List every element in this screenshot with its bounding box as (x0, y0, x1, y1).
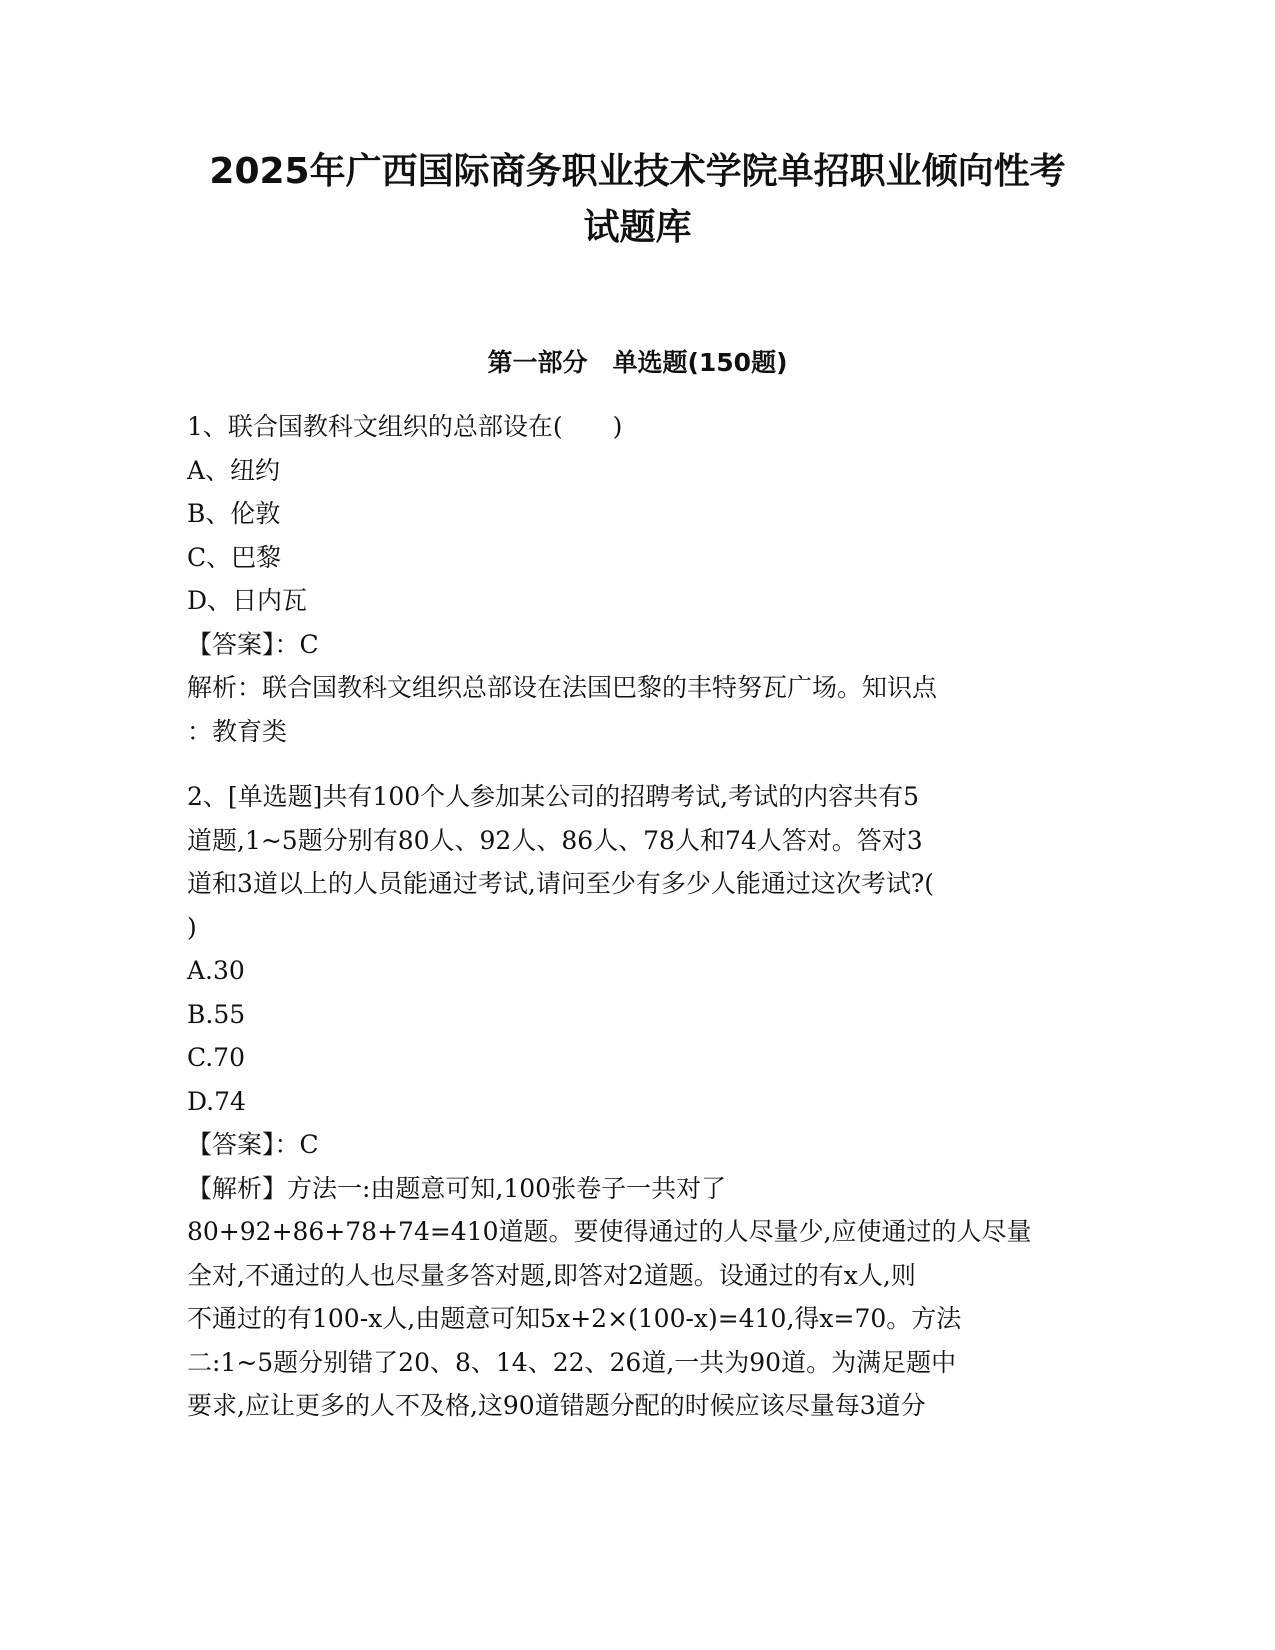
analysis-line: 要求,应让更多的人不及格,这90道错题分配的时候应该尽量每3道分 (187, 1391, 926, 1420)
option-b: B.55 (187, 999, 246, 1029)
question-stem-line: 2、[单选题]共有100个人参加某公司的招聘考试,考试的内容共有5 (187, 782, 919, 811)
document-title-line-2: 试题库 (583, 207, 692, 248)
question-1 (187, 405, 1089, 753)
question-stem-line: 道题,1~5题分别有80人、92人、86人、78人和74人答对。答对3 (187, 825, 923, 855)
analysis-line: 【解析】方法一:由题意可知,100张卷子一共对了 (187, 1173, 727, 1203)
option-a: A、纽约 (187, 455, 281, 485)
answer-line: 【答案】：C (187, 629, 319, 659)
document-title-line-1: 2025年广西国际商务职业技术学院单招职业倾向性考 (209, 151, 1066, 192)
option-d: D.74 (187, 1086, 246, 1116)
question-stem-line: 道和3道以上的人员能通过考试,请问至少有多少人能通过这次考试?( (187, 869, 935, 898)
question-stem: 1、联合国教科文组织的总部设在( ) (187, 412, 623, 441)
section-heading: 第一部分 单选题(150题) (487, 348, 788, 377)
question-stem-line: ) (187, 912, 197, 942)
analysis-line: 二:1~5题分别错了20、8、14、22、26道,一共为90道。为满足题中 (187, 1347, 957, 1377)
analysis-line: ：教育类 (187, 716, 288, 746)
option-c: C.70 (187, 1043, 245, 1072)
analysis-line: 80+92+86+78+74=410道题。要使得通过的人尽量少,应使通过的人尽量 (187, 1217, 1032, 1246)
question-2 (187, 775, 1089, 1428)
analysis-line: 解析：联合国教科文组织总部设在法国巴黎的丰特努瓦广场。知识点 (187, 673, 938, 702)
option-a: A.30 (187, 956, 245, 985)
answer-line: 【答案】：C (187, 1130, 319, 1159)
option-c: C、巴黎 (187, 542, 282, 572)
analysis-line: 全对,不通过的人也尽量多答对题,即答对2道题。设通过的有x人,则 (187, 1260, 916, 1290)
document-title (150, 144, 1125, 256)
analysis-line: 不通过的有100-x人,由题意可知5x+2×(100-x)=410,得x=70。方法 (187, 1304, 962, 1333)
option-d: D、日内瓦 (187, 586, 308, 615)
option-b: B、伦敦 (187, 499, 281, 528)
